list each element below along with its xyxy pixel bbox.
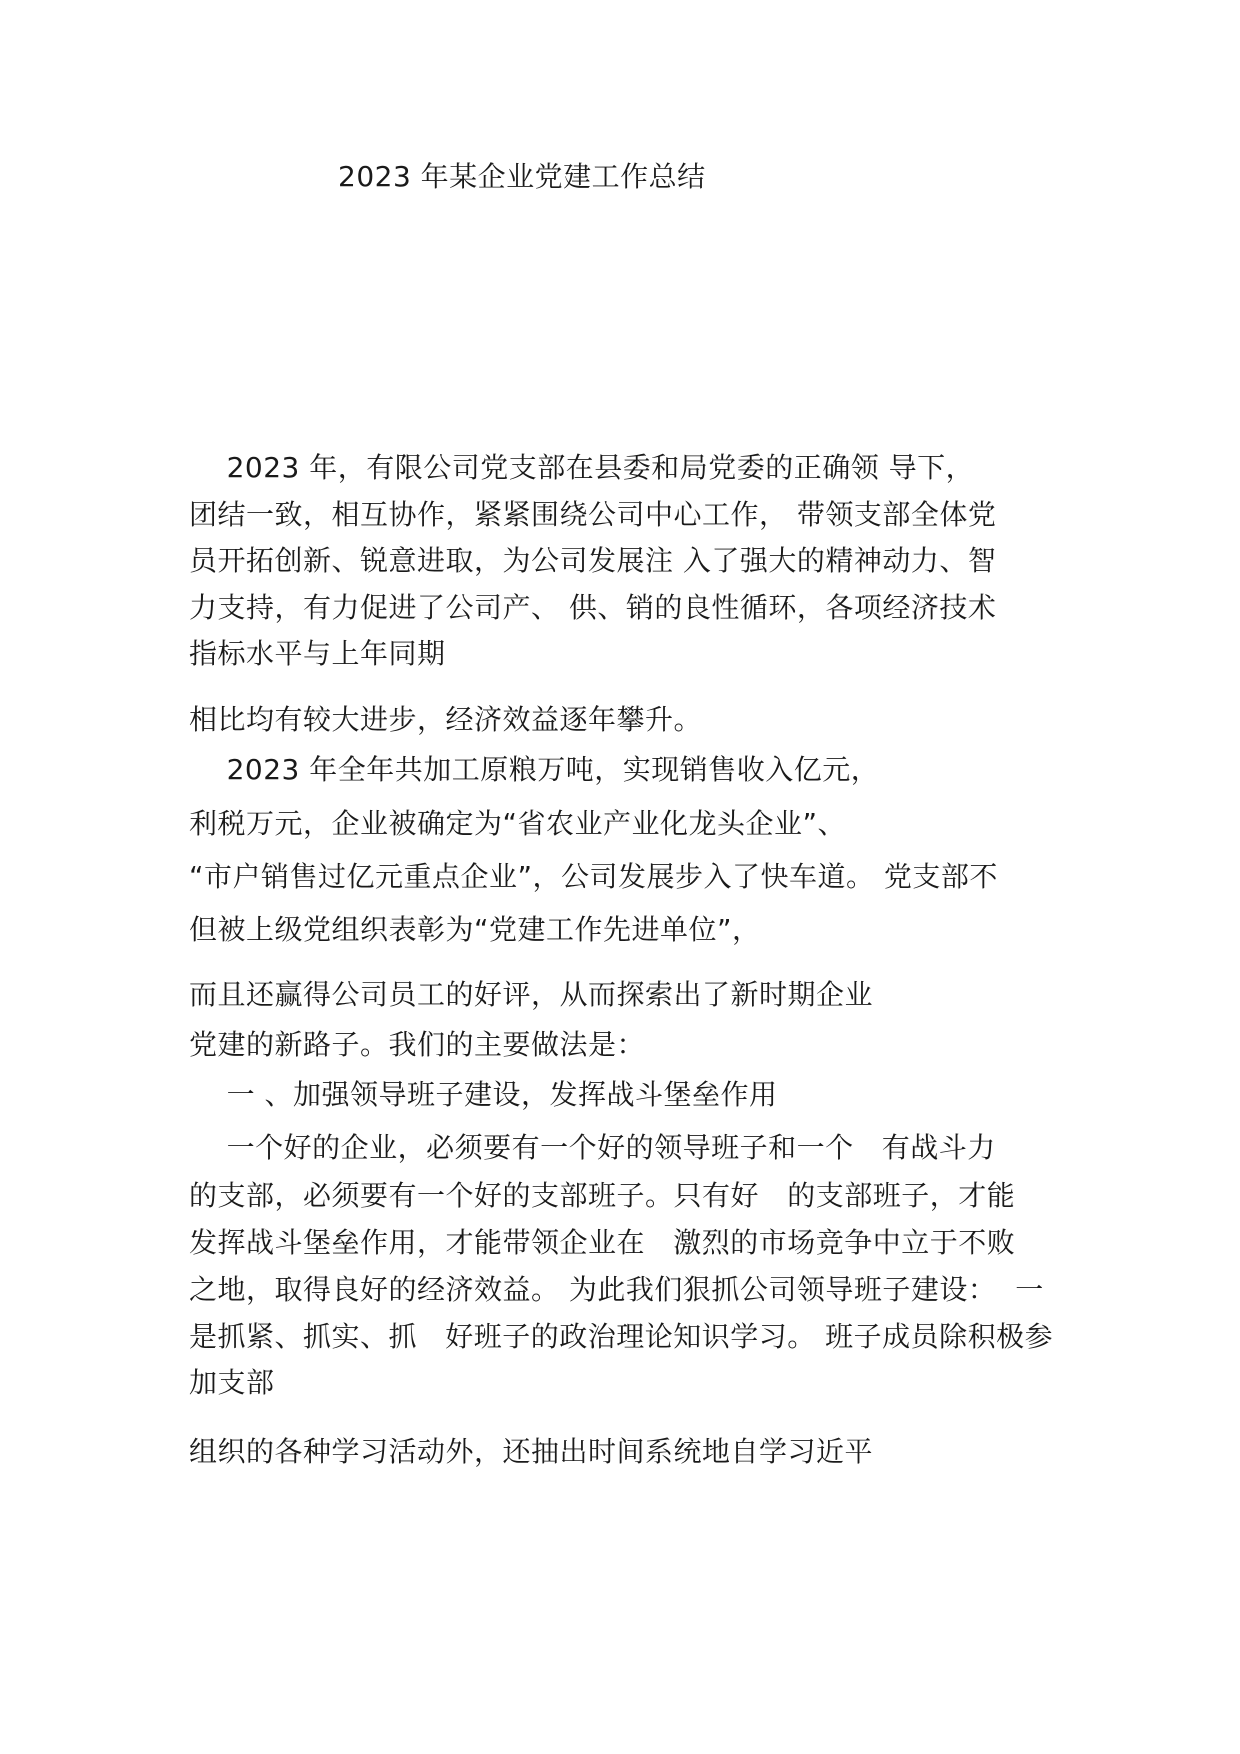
body-line: 2023 年，有限公司党支部在县委和局党委的正确领 导下， (189, 451, 975, 484)
body-line: 一个好的企业，必须要有一个好的领导班子和一个 有战斗力 (189, 1131, 996, 1164)
body-line: 利税万元，企业被确定为“省农业产业化龙头企业”、 (189, 807, 847, 840)
body-line: 而且还赢得公司员工的好评，从而探索出了新时期企业 (189, 978, 874, 1011)
body-line: 力支持，有力促进了公司产、 供、销的良性循环，各项经济技术 (189, 591, 997, 624)
body-line: 是抓紧、抓实、抓 好班子的政治理论知识学习。 班子成员除积极参 (189, 1320, 1054, 1353)
body-line: 的支部，必须要有一个好的支部班子。只有好 的支部班子，才能 (189, 1179, 1016, 1212)
body-line: 相比均有较大进步，经济效益逐年攀升。 (189, 703, 703, 736)
section-heading: 一 、加强领导班子建设，发挥战斗堡垒作用 (189, 1078, 778, 1111)
body-line: 员开拓创新、锐意进取，为公司发展注 入了强大的精神动力、智 (189, 544, 997, 577)
body-line: 团结一致，相互协作，紧紧围绕公司中心工作， 带领支部全体党 (189, 498, 997, 531)
body-line: “市户销售过亿元重点企业”，公司发展步入了快车道。 党支部不 (189, 860, 998, 893)
body-line: 发挥战斗堡垒作用，才能带领企业在 激烈的市场竞争中立于不败 (189, 1226, 1016, 1259)
body-line: 党建的新路子。我们的主要做法是： (189, 1028, 646, 1061)
body-line: 指标水平与上年同期 (189, 637, 446, 670)
body-line: 加支部 (189, 1366, 275, 1399)
body-line: 组织的各种学习活动外，还抽出时间系统地自学习近平 (189, 1435, 874, 1468)
document-title: 2023 年某企业党建工作总结 (338, 160, 706, 193)
body-line: 之地，取得良好的经济效益。 为此我们狠抓公司领导班子建设： 一 (189, 1273, 1044, 1306)
body-line: 但被上级党组织表彰为“党建工作先进单位”， (189, 913, 761, 946)
body-line: 2023 年全年共加工原粮万吨，实现销售收入亿元， (189, 753, 880, 786)
